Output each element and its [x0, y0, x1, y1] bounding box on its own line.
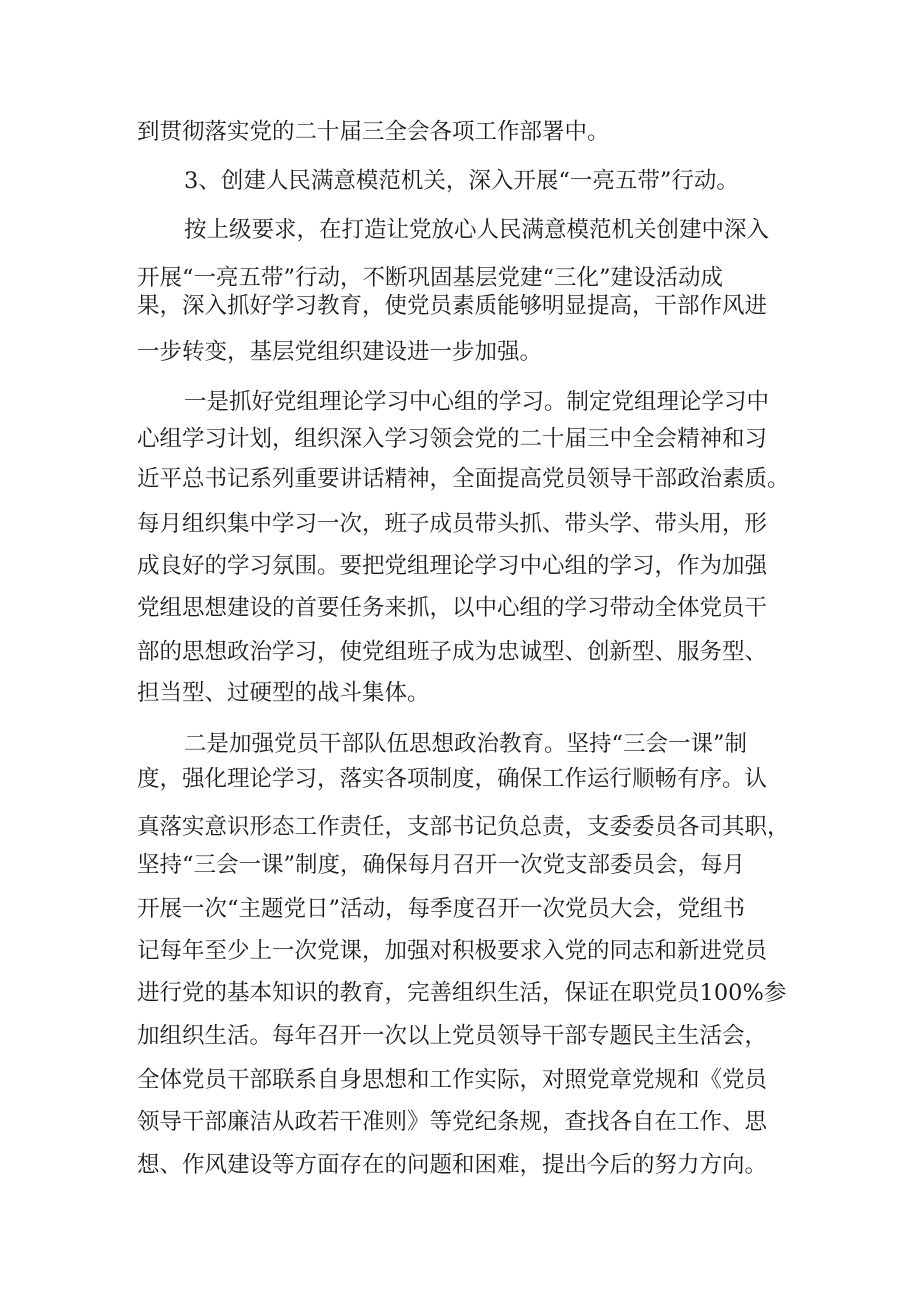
text-line-20: 记每年至少上一次党课，加强对积极要求入党的同志和新进党员 — [137, 938, 768, 964]
text-line-14: 担当型、过硬型的战斗集体。 — [137, 680, 430, 706]
text-line-15: 二是加强党员干部队伍思想政治教育。坚持“三会一课”制 — [184, 731, 748, 757]
text-line-11: 成良好的学习氛围。要把党组理论学习中心组的学习，作为加强 — [137, 553, 768, 579]
text-line-21: 进行党的基本知识的教育，完善组织生活，保证在职党员100%参 — [137, 980, 787, 1006]
text-line-4: 开展“一亮五带”行动，不断巩固基层党建“三化”建设活动成 — [137, 265, 724, 291]
text-line-9: 近平总书记系列重要讲话精神，全面提高党员领导干部政治素质。 — [137, 466, 790, 492]
text-line-12: 党组思想建设的首要任务来抓，以中心组的学习带动全体党员干 — [137, 595, 768, 621]
text-line-7: 一是抓好党组理论学习中心组的学习。制定党组理论学习中 — [184, 389, 770, 415]
text-line-16: 度，强化理论学习，落实各项制度，确保工作运行顺畅有序。认 — [137, 766, 768, 792]
text-line-23: 全体党员干部联系自身思想和工作实际，对照党章党规和《党员 — [137, 1067, 768, 1093]
text-line-8: 心组学习计划，组织深入学习领会党的二十届三中全会精神和习 — [137, 426, 768, 452]
text-line-1: 到贯彻落实党的二十届三全会各项工作部署中。 — [137, 119, 610, 145]
text-line-6: 一步转变，基层党组织建设进一步加强。 — [137, 339, 543, 365]
text-line-17: 真落实意识形态工作责任，支部书记负总责，支委委员各司其职， — [137, 814, 790, 840]
text-line-19: 开展一次“主题党日”活动，每季度召开一次党员大会，党组书 — [137, 896, 746, 922]
text-line-18: 坚持“三会一课”制度，确保每月召开一次党支部委员会，每月 — [137, 852, 746, 878]
text-line-25: 想、作风建设等方面存在的问题和困难，提出今后的努力方向。 — [137, 1152, 768, 1178]
text-line-13: 部的思想政治学习，使党组班子成为忠诚型、创新型、服务型、 — [137, 639, 768, 665]
text-line-22: 加组织生活。每年召开一次以上党员领导干部专题民主生活会， — [137, 1023, 768, 1049]
section-heading: 3、创建人民满意模范机关，深入开展“一亮五带”行动。 — [184, 168, 739, 194]
text-line-10: 每月组织集中学习一次，班子成员带头抓、带头学、带头用，形 — [137, 511, 768, 537]
text-line-3: 按上级要求，在打造让党放心人民满意模范机关创建中深入 — [184, 217, 770, 243]
text-line-5: 果，深入抓好学习教育，使党员素质能够明显提高，干部作风进 — [137, 293, 768, 319]
text-line-24: 领导干部廉洁从政若干准则》等党纪条规，查找各自在工作、思 — [137, 1109, 768, 1135]
